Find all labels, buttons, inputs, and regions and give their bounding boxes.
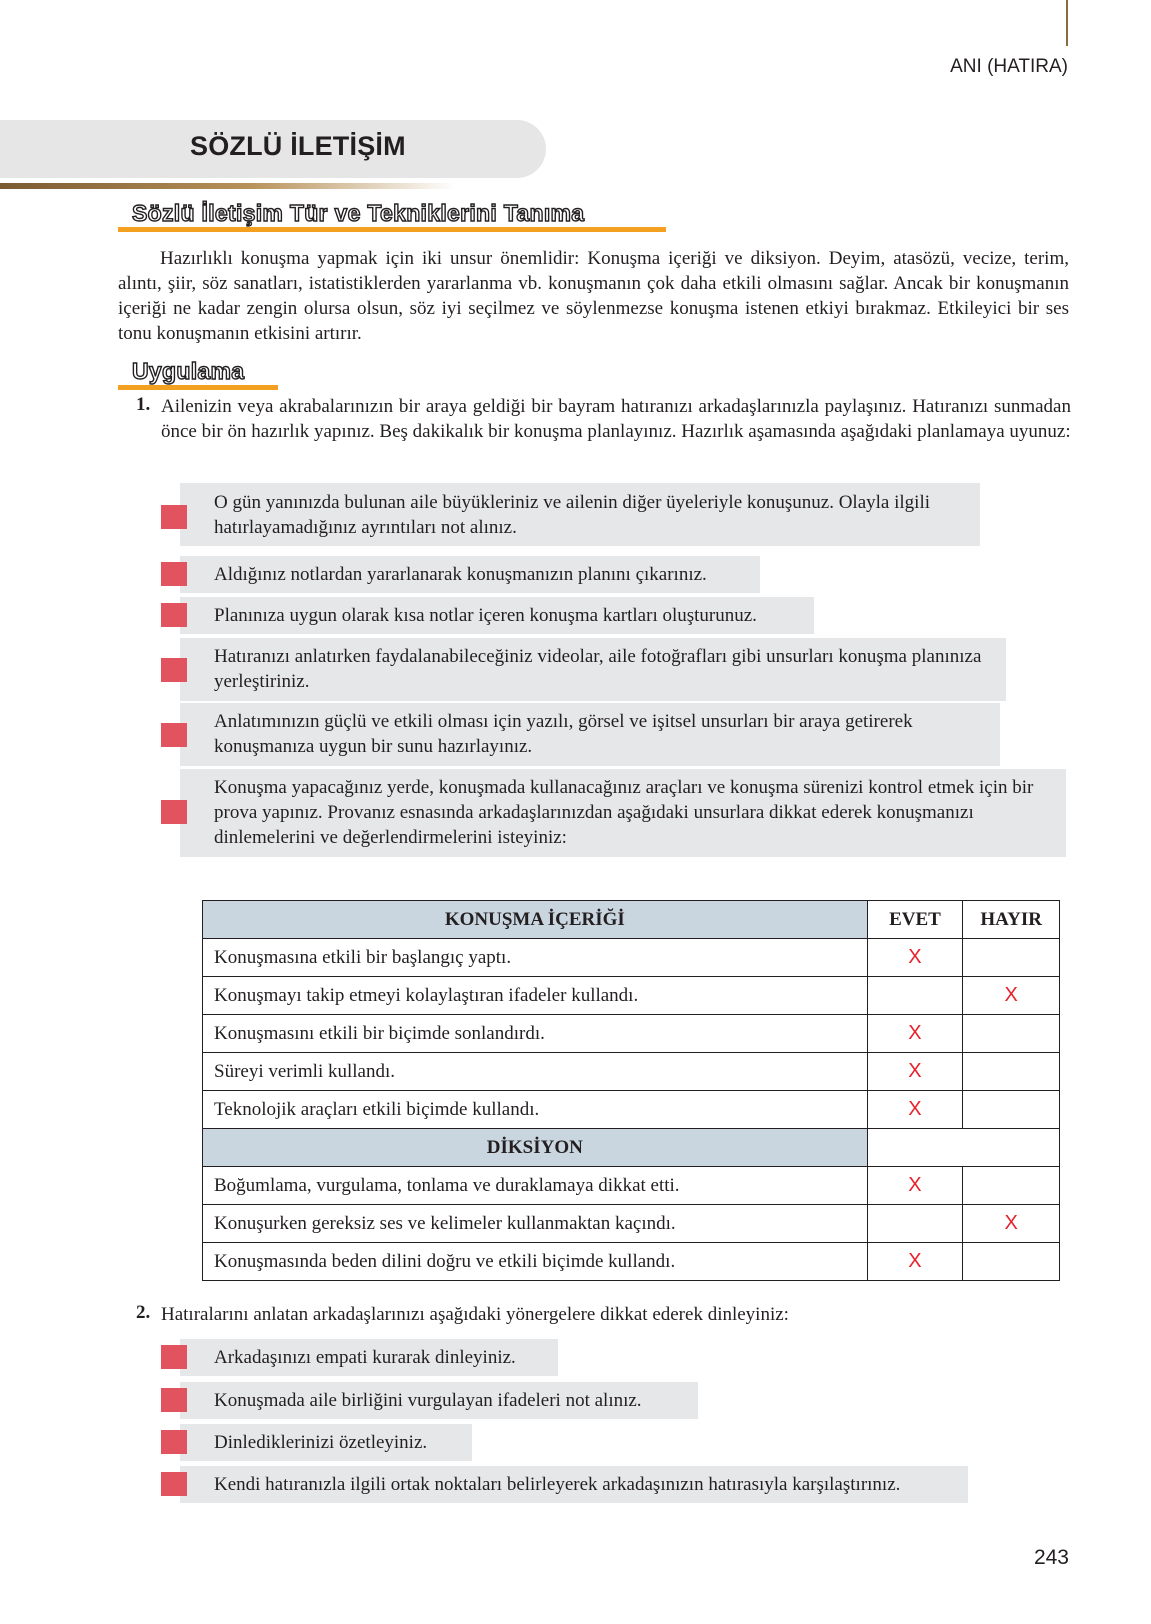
column-header-content: KONUŞMA İÇERİĞİ (203, 901, 868, 939)
item-text: Hatıralarını anlatan arkadaşlarınızı aşağıdaki yönergelere dikkat ederek dinleyiniz: (161, 1304, 789, 1325)
bullet-square-icon (161, 1430, 187, 1454)
bullet-square-icon (161, 658, 187, 682)
table-header-row (203, 901, 1060, 939)
yes-cell: X (867, 1243, 963, 1281)
yes-cell: X (867, 1015, 963, 1053)
empty-cell (867, 1129, 1059, 1167)
practice-title: Uygulama (132, 358, 245, 384)
section-title: SÖZLÜ İLETİŞİM (190, 131, 406, 161)
table-row (203, 1205, 1060, 1243)
bullet-square-icon (161, 1472, 187, 1496)
bullet-text: Konuşmada aile birliğini vurgulayan ifadeleri not alınız. (214, 1390, 642, 1411)
yes-cell: X (867, 1091, 963, 1129)
bullet-square-icon (161, 1345, 187, 1369)
table-row (203, 1015, 1060, 1053)
section-header-diction: DİKSİYON (203, 1129, 868, 1167)
criterion-cell: Konuşmasına etkili bir başlangıç yaptı. (203, 939, 868, 977)
table-row (203, 1091, 1060, 1129)
bullet-text: Hatıranızı anlatırken faydalanabileceğiniz videolar, aile fotoğrafları gibi unsurları konuşma planınıza yerleştiriniz. (214, 646, 982, 692)
yes-cell: X (867, 1053, 963, 1091)
criterion-cell: Süreyi verimli kullandı. (203, 1053, 868, 1091)
subsection-underline (118, 227, 666, 232)
bullet-text: Konuşma yapacağınız yerde, konuşmada kullanacağınız araçları ve konuşma sürenizi kontrol etmek için bir prova yapınız. Provanız esnasında arkadaşlarınızdan aşağıdaki unsurlara dikkat ederek konuşmanızı dinlemelerini ve değerlendirmelerini isteyiniz: (214, 777, 1034, 848)
subsection-title: Sözlü İletişim Tür ve Tekniklerini Tanıma (132, 200, 585, 226)
bullet-square-icon (161, 723, 187, 747)
table-row (203, 939, 1060, 977)
no-cell (963, 1053, 1060, 1091)
yes-cell: X (867, 1167, 963, 1205)
bullet-square-icon (161, 562, 187, 586)
criterion-cell: Teknolojik araçları etkili biçimde kullandı. (203, 1091, 868, 1129)
practice-underline (118, 385, 278, 390)
table-row (203, 1053, 1060, 1091)
evaluation-table (202, 900, 1060, 1281)
column-header-yes: EVET (867, 901, 963, 939)
no-cell (963, 1091, 1060, 1129)
no-cell (963, 1015, 1060, 1053)
criterion-cell: Konuşmasında beden dilini doğru ve etkili biçimde kullandı. (203, 1243, 868, 1281)
item-number: 1. (136, 394, 151, 415)
bullet-square-icon (161, 1388, 187, 1412)
table-section-row (203, 1129, 1060, 1167)
top-decorative-rule (1066, 0, 1068, 46)
intro-paragraph (118, 246, 1069, 346)
bullet-square-icon (161, 800, 187, 824)
bullet-text: Arkadaşınızı empati kurarak dinleyiniz. (214, 1347, 516, 1368)
criterion-cell: Konuşmasını etkili bir biçimde sonlandırdı. (203, 1015, 868, 1053)
no-cell: X (963, 1205, 1060, 1243)
yes-cell (867, 977, 963, 1015)
bullet-square-icon (161, 603, 187, 627)
item-number: 2. (136, 1302, 151, 1323)
bullet-text: Aldığınız notlardan yararlanarak konuşmanızın planını çıkarınız. (214, 564, 707, 585)
bullet-text: O gün yanınızda bulunan aile büyükleriniz ve ailenin diğer üyeleriyle konuşunuz. Olayla ilgili hatırlayamadığınız ayrıntıları not alınız. (214, 492, 930, 538)
criterion-cell: Konuşurken gereksiz ses ve kelimeler kullanmaktan kaçındı. (203, 1205, 868, 1243)
bullet-text: Dinlediklerinizi özetleyiniz. (214, 1432, 428, 1453)
yes-cell: X (867, 939, 963, 977)
table-row (203, 1243, 1060, 1281)
bullet-square-icon (161, 505, 187, 529)
yes-cell (867, 1205, 963, 1243)
table-row (203, 977, 1060, 1015)
page-number: 243 (1033, 1546, 1069, 1569)
table-row (203, 1167, 1060, 1205)
no-cell: X (963, 977, 1060, 1015)
criterion-cell: Konuşmayı takip etmeyi kolaylaştıran ifadeler kullandı. (203, 977, 868, 1015)
column-header-no: HAYIR (963, 901, 1060, 939)
no-cell (963, 939, 1060, 977)
criterion-cell: Boğumlama, vurgulama, tonlama ve duraklamaya dikkat etti. (203, 1167, 868, 1205)
bullet-text: Planınıza uygun olarak kısa notlar içeren konuşma kartları oluşturunuz. (214, 605, 757, 626)
item-text: Ailenizin veya akrabalarınızın bir araya geldiği bir bayram hatıranızı arkadaşlarınızla paylaşınız. Hatıranızı sunmadan önce bir ön hazırlık yapınız. Beş dakikalık bir konuşma planlayınız. Hazırlık aşamasında aşağıdaki planlamaya uyunuz: (161, 396, 1071, 442)
no-cell (963, 1243, 1060, 1281)
no-cell (963, 1167, 1060, 1205)
running-header: ANI (HATIRA) (950, 56, 1068, 77)
section-divider (0, 183, 456, 189)
bullet-text: Anlatımınızın güçlü ve etkili olması için yazılı, görsel ve işitsel unsurları bir araya getirerek konuşmanıza uygun bir sunu hazırlayınız. (214, 711, 913, 757)
bullet-text: Kendi hatıranızla ilgili ortak noktaları belirleyerek arkadaşınızın hatırasıyla karşılaştırınız. (214, 1474, 901, 1495)
intro-text: Hazırlıklı konuşma yapmak için iki unsur önemlidir: Konuşma içeriği ve diksiyon. Deyim, atasözü, vecize, terim, alıntı, şiir, söz sanatları, istatistiklerden yararlanma vb. konuşmanın çok daha etkili olmasını sağlar. Ancak bir konuşmanın içeriği ne kadar zengin olursa olsun, söz iyi seçilmez ve söylenmezse konuşma istenen etkiyi bırakmaz. Etkileyici bir ses tonu konuşmanın etkisini artırır. (118, 248, 1069, 344)
